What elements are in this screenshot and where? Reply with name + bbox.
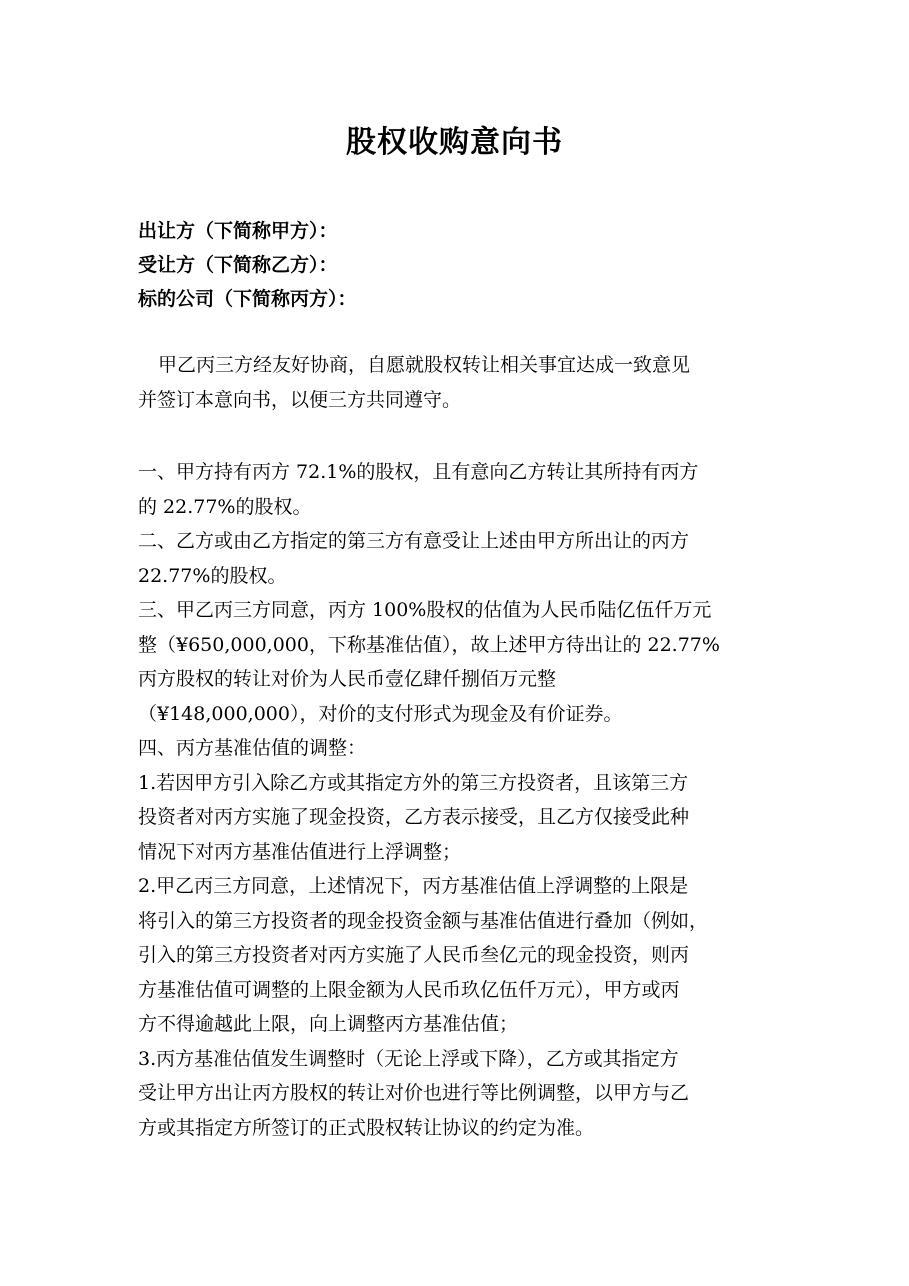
clause-3-line: 整（¥650,000,000，下称基准估值），故上述甲方待出让的 22.77% [138,633,720,656]
clause-4-item-1-line: 投资者对丙方实施了现金投资，乙方表示接受，且乙方仅接受此种 [138,806,690,828]
document-title: 股权收购意向书 [346,125,563,160]
intro-line: 并签订本意向书，以便三方共同遵守。 [138,388,462,411]
party-transferee: 受让方（下简称乙方）： [138,254,338,276]
clause-4-item-2-line: 2.甲乙丙三方同意，上述情况下，丙方基准估值上浮调整的上限是 [138,875,689,897]
clause-3-line: （¥148,000,000），对价的支付形式为现金及有价证券。 [138,702,623,725]
clause-3-line: 丙方股权的转让对价为人民币壹亿肆仟捌佰万元整 [138,668,557,690]
clause-4-item-3-line: 受让甲方出让丙方股权的转让对价也进行等比例调整，以甲方与乙 [138,1082,690,1104]
clause-4-item-1-line: 1.若因甲方引入除乙方或其指定方外的第三方投资者，且该第三方 [138,771,689,794]
clause-4-item-2-line: 方不得逾越此上限，向上调整丙方基准估值； [138,1013,519,1035]
clauses-section [138,455,778,1145]
intro-line: 甲乙丙三方经友好协商，自愿就股权转让相关事宜达成一致意见 [158,354,691,376]
clause-4-item-2-line: 引入的第三方投资者对丙方实施了人民币叁亿元的现金投资，则丙 [138,944,690,966]
clause-1-line: 一、甲方持有丙方 72.1%的股权，且有意向乙方转让其所持有丙方 [138,461,699,483]
party-target-company: 标的公司（下简称丙方）： [138,288,357,310]
clause-1-line: 的 22.77%的股权。 [138,495,312,518]
clause-2-line: 22.77%的股权。 [138,564,287,587]
clause-4-item-3-line: 方或其指定方所签订的正式股权转让协议的约定为准。 [138,1116,595,1139]
clause-4-item-2-line: 方基准估值可调整的上限金额为人民币玖亿伍仟万元），甲方或丙 [138,978,680,1001]
clause-3-line: 三、甲乙丙三方同意，丙方 100%股权的估值为人民币陆亿伍仟万元 [138,599,712,621]
clause-4-item-2-line: 将引入的第三方投资者的现金投资金额与基准估值进行叠加（例如， [138,909,709,932]
clause-4-heading: 四、丙方基准估值的调整： [138,737,367,759]
parties-block [138,214,798,316]
clause-4-item-3-line: 3.丙方基准估值发生调整时（无论上浮或下降），乙方或其指定方 [138,1047,679,1070]
party-transferor: 出让方（下简称甲方）： [138,220,338,242]
intro-paragraph [138,348,778,417]
clause-2-line: 二、乙方或由乙方指定的第三方有意受让上述由甲方所出让的丙方 [138,530,690,552]
clause-4-item-1-line: 情况下对丙方基准估值进行上浮调整； [138,840,462,863]
